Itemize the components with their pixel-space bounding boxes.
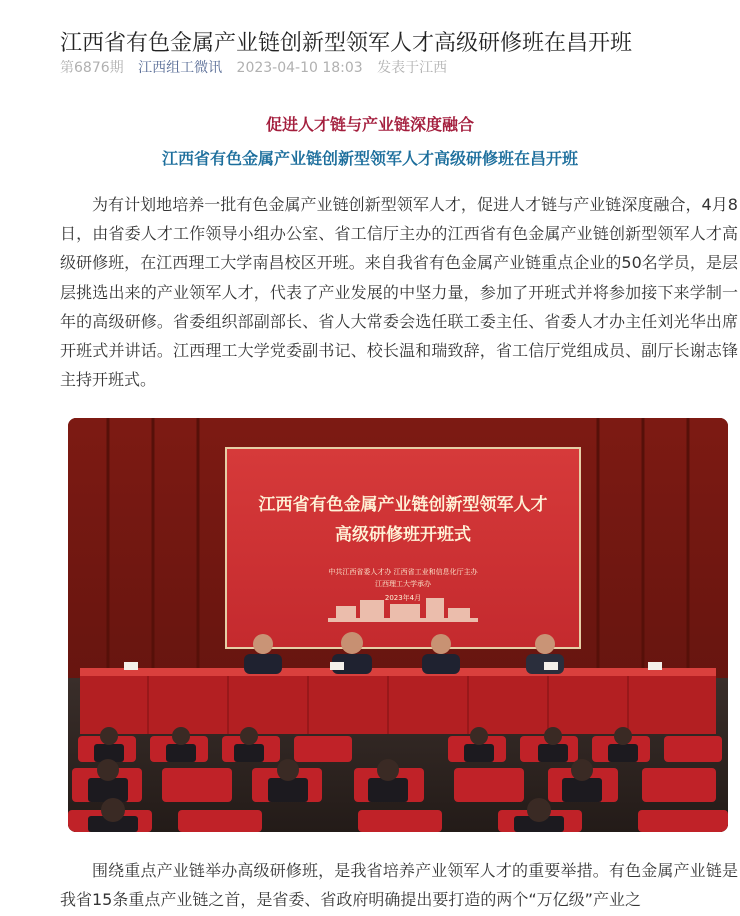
body-paragraph-1: 为有计划地培养一批有色金属产业链创新型领军人才，促进人才链与产业链深度融合，4月8日，由省委人才工作领导小组办公室、省工信厅主办的江西省有色金属产业链创新型领军人才高级研修班，在江西理工大学南昌校区开班。来自我省有色金属产业链重点企业的50名学员，是层层挑选出来的产业领军人才，代表了产业发展的中坚力量，参加了开班式并将参加接下来学制一年的高级研修。省委组织部副部长、省人大常委会选任联工委主任、省委人才办主任刘光华出席开班式并讲话。江西理工大学党委副书记、校长温和瑞致辞，省工信厅党组成员、副厅长谢志锋主持开班式。 bbox=[60, 195, 738, 390]
subtitle-red: 促进人才链与产业链深度融合 bbox=[265, 115, 474, 134]
issue-number: 第6876期 bbox=[60, 60, 124, 76]
meeting-photo-illustration bbox=[68, 418, 728, 832]
banner-line-2: 高级研修班开班式 bbox=[335, 525, 471, 545]
publish-time: 2023-04-10 18:03 bbox=[236, 60, 363, 76]
subtitle-blue: 江西省有色金属产业链创新型领军人才高级研修班在昌开班 bbox=[161, 149, 578, 168]
banner-organizer: 江西理工大学承办 bbox=[375, 580, 431, 588]
article-title: 江西省有色金属产业链创新型领军人才高级研修班在昌开班 bbox=[60, 30, 633, 56]
banner-date: 2023年4月 bbox=[384, 594, 422, 602]
account-name-link[interactable]: 江西组工微讯 bbox=[138, 60, 223, 76]
meeting-photo[interactable] bbox=[68, 418, 728, 832]
publish-location: 发表于江西 bbox=[377, 60, 448, 76]
banner-hosts: 中共江西省委人才办 江西省工业和信息化厅主办 bbox=[328, 568, 478, 576]
article-meta bbox=[60, 58, 457, 78]
body-paragraph-2: 围绕重点产业链举办高级研修班，是我省培养产业领军人才的重要举措。有色金属产业链是我省15条重点产业链之首，是省委、省政府明确提出要打造的两个“万亿级”产业之 bbox=[60, 861, 738, 910]
banner-line-1: 江西省有色金属产业链创新型领军人才 bbox=[258, 495, 548, 515]
